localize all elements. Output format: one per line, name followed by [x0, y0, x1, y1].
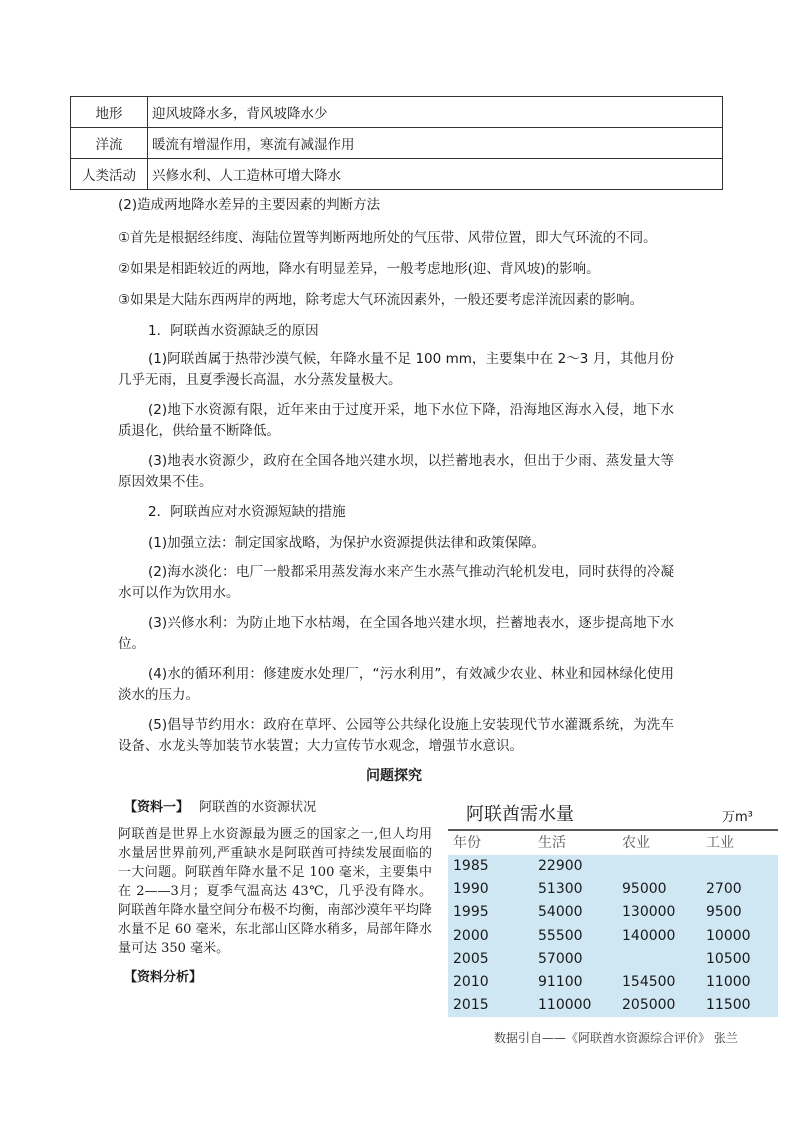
col-header-year: 年份 [453, 835, 481, 851]
measure-item-3: (3)兴修水利：为防止地下水枯竭，在全国各地兴建水坝，拦蓄地表水，逐步提高地下水位。 [118, 615, 674, 652]
measure-item-2: (2)海水淡化：电厂一般都采用蒸发海水来产生水蒸气推动汽轮机发电，同时获得的冷凝水可以作为饮用水。 [118, 564, 674, 601]
table-row [448, 855, 778, 878]
judge-point-3: ③如果是大陆东西两岸的两地，除考虑大气环流因素外，一般还要考虑洋流因素的影响。 [118, 292, 644, 308]
cell-agriculture: 140000 [622, 927, 676, 944]
cell-agriculture: 205000 [622, 997, 676, 1014]
unit-suffix: m³ [735, 810, 753, 825]
cell-year: 2000 [453, 927, 489, 944]
cell-domestic: 22900 [538, 858, 583, 874]
cell-industry: 11500 [706, 997, 751, 1014]
cell-domestic: 51300 [538, 881, 583, 898]
cell-year: 1995 [453, 904, 489, 921]
cell-agriculture: 130000 [622, 904, 676, 921]
cell-year: 1985 [453, 858, 489, 874]
measures-title: 2．阿联酋应对水资源短缺的措施 [148, 504, 346, 520]
cell-industry: 9500 [706, 904, 742, 921]
table-row [448, 971, 778, 994]
judge-point-2: ②如果是相距较近的两地，降水有明显差异，一般考虑地形(迎、背风坡)的影响。 [118, 261, 600, 277]
cell-year: 1990 [453, 881, 489, 898]
table-row [448, 948, 778, 971]
cell-year: 2015 [453, 997, 489, 1014]
desc-cell: 兴修水利、人工造林可增大降水 [148, 159, 723, 190]
table-row [448, 925, 778, 948]
cell-year: 2005 [453, 950, 489, 967]
measure-item-1: (1)加强立法：制定国家战略，为保护水资源提供法律和政策保障。 [148, 535, 546, 551]
material-tag: 【资料一】 [124, 800, 190, 815]
cell-industry: 2700 [706, 881, 742, 898]
col-header-agriculture: 农业 [622, 835, 650, 851]
cell-industry: 10500 [706, 950, 751, 967]
table-row [71, 128, 723, 159]
water-demand-title: 阿联酋需水量 [466, 804, 574, 825]
material-analysis: 【资料分析】 [124, 970, 203, 985]
judge-title: (2)造成两地降水差异的主要因素的判断方法 [118, 197, 381, 213]
reason-item-2: (2)地下水资源有限，近年来由于过度开采，地下水位下降，沿海地区海水入侵，地下水质退化，供给量不断降低。 [118, 402, 674, 439]
factor-cell: 地形 [71, 97, 148, 128]
table-row [71, 97, 723, 128]
cell-domestic: 110000 [538, 997, 592, 1014]
reason-item-1: (1)阿联酋属于热带沙漠气候，年降水量不足 100 mm，主要集中在 2～3 月，其他月份几乎无雨，且夏季漫长高温，水分蒸发量极大。 [118, 351, 674, 388]
precip-factor-table [70, 96, 723, 190]
header-rule [448, 829, 778, 831]
cell-industry: 11000 [706, 974, 751, 990]
measure-item-4: (4)水的循环利用：修建废水处理厂，“污水利用”，有效减少农业、林业和园林绿化使用淡水的压力。 [118, 666, 674, 703]
col-header-domestic: 生活 [538, 835, 566, 851]
factor-cell: 人类活动 [71, 159, 148, 190]
desc-cell: 迎风坡降水多，背风坡降水少 [148, 97, 723, 128]
reasons-title: 1．阿联酋水资源缺乏的原因 [148, 323, 319, 339]
material-body: 阿联酋是世界上水资源最为匮乏的国家之一,但人均用水量居世界前列,严重缺水是阿联酋可持续发展面临的一大问题。阿联酋年降水量不足 100 毫米，主要集中在 2——3月；夏季气温高达 43℃，几乎没有降水。阿联酋年降水量空间分布极不均衡，南部沙漠年平均降水量不足 60 毫米，东北部山区降水稍多，局部年降水量可达 350 毫米。 [118, 827, 432, 956]
cell-domestic: 55500 [538, 927, 583, 944]
water-demand-table-body [448, 855, 778, 1017]
cell-domestic: 91100 [538, 974, 583, 990]
table-row [448, 901, 778, 924]
reason-item-3: (3)地表水资源少，政府在全国各地兴建水坝，以拦蓄地表水，但出于少雨、蒸发量大等原因效果不佳。 [118, 453, 674, 490]
cell-industry: 10000 [706, 927, 751, 944]
cell-year: 2010 [453, 974, 489, 990]
table-row [71, 159, 723, 190]
factor-cell: 洋流 [71, 128, 148, 159]
section-title: 问题探究 [366, 768, 422, 784]
table-row [448, 994, 778, 1017]
cell-domestic: 57000 [538, 950, 583, 967]
cell-agriculture: 95000 [622, 881, 667, 898]
judge-point-1: ①首先是根据经纬度、海陆位置等判断两地所处的气压带、风带位置，即大气环流的不同。 [118, 230, 657, 246]
col-header-industry: 工业 [706, 835, 734, 851]
cell-agriculture: 154500 [622, 974, 676, 990]
material-title: 阿联酋的水资源状况 [199, 800, 317, 815]
data-source: 数据引自——《阿联酋水资源综合评价》 张兰 [494, 1031, 738, 1045]
unit-label [722, 806, 753, 825]
unit-prefix: 万 [722, 810, 736, 825]
measure-item-5: (5)倡导节约用水：政府在草坪、公园等公共绿化设施上安装现代节水灌溉系统，为洗车设备、水龙头等加装节水装置；大力宣传节水观念，增强节水意识。 [118, 717, 674, 754]
cell-domestic: 54000 [538, 904, 583, 921]
material-heading [124, 796, 316, 815]
table-row [448, 878, 778, 901]
desc-cell: 暖流有增湿作用，寒流有减湿作用 [148, 128, 723, 159]
